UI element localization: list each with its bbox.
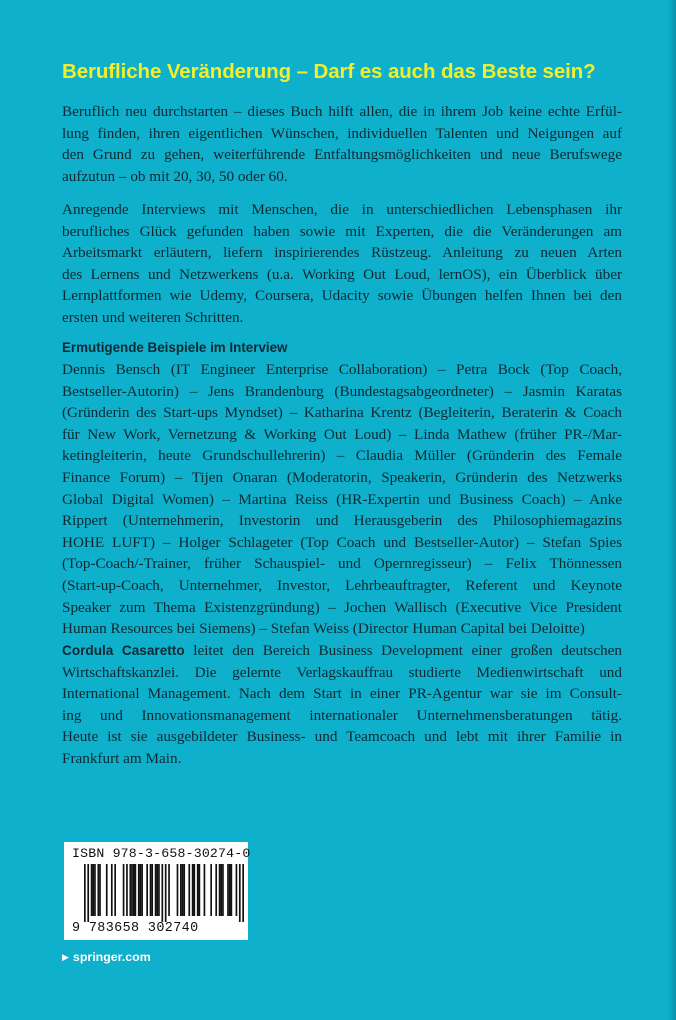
barcode-bar (129, 864, 131, 916)
barcode-bar (156, 864, 158, 916)
interview-line: Bestseller-Autorin) – Jens Brandenburg (Bundestagsabgeordneter) – Jasmin Karatas (62, 382, 622, 400)
barcode-bars (84, 864, 244, 922)
barcode-bar (182, 864, 184, 916)
barcode-bar (236, 864, 238, 916)
isbn-barcode (64, 842, 251, 940)
author-bio-line: Wirtschaftskanzlei. Die gelernte Verlagskauffrau studierte Medienwirtschaft und (62, 663, 622, 681)
barcode-bar (146, 864, 148, 916)
intro-line: Beruflich neu durchstarten – dieses Buch hilft allen, die in ihrem Job keine echte Erfül- (62, 103, 622, 120)
author-bio-line (62, 640, 622, 662)
barcode-bar (177, 864, 179, 916)
arrow-right-icon: ▶ (62, 951, 69, 962)
author-bio-line: Heute ist sie ausgebildeter Business- und Teamcoach und lebt mit ihrer Familie in (62, 728, 622, 746)
interview-line: für New Work, Vernetzung & Working Out Loud) – Linda Mathew (früher PR-/Mar- (62, 425, 622, 443)
interview-line: (Gründerin des Start-ups Myndset) – Katharina Krentz (Begleiterin, Beraterin & Coach (62, 404, 622, 422)
barcode-bar (227, 864, 229, 916)
interview-line: Speaker zum Thema Existenzgründung) – Jochen Wallisch (Executive Vice President (62, 598, 622, 616)
barcode-bar (215, 864, 217, 916)
barcode-bar (87, 864, 89, 922)
author-bio-line: International Management. Nach dem Start in einer PR-Agentur war sie im Consult- (62, 685, 622, 703)
barcode-bar (197, 864, 199, 916)
barcode-bar (219, 864, 221, 916)
barcode-bar (180, 864, 182, 916)
interview-heading: Ermutigende Beispiele im Interview (62, 340, 288, 355)
intro-line: aufzutun – ob mit 20, 30, 50 oder 60. (62, 167, 288, 185)
barcode-bar (220, 864, 222, 916)
barcode-bar (210, 864, 212, 916)
interview-line: Rippert (Unternehmerin, Investorin und Herausgeberin des Philosophiemagazins (62, 512, 622, 530)
barcode-bar (151, 864, 153, 916)
barcode-bar (204, 864, 206, 916)
barcode-bar (135, 864, 137, 916)
barcode-bar (123, 864, 125, 916)
heading: Berufliche Veränderung – Darf es auch das Beste sein? (62, 60, 596, 83)
barcode-bar (188, 864, 190, 916)
barcode-bar (168, 864, 170, 916)
spine-edge (668, 0, 676, 1020)
barcode-bar (133, 864, 135, 916)
barcode-bar (229, 864, 231, 916)
interview-line: (Top-Coach/-Trainer, früher Schauspiel- und Opernregisseur) – Felix Thönnessen (62, 555, 622, 573)
description-line: berufliches Glück gefunden haben sowie mit Experten, die die Veränderungen am (62, 222, 622, 240)
barcode-bar (131, 864, 133, 916)
interview-line: Finance Forum) – Tijen Onaran (Moderatorin, Speakerin, Gründerin des Netzwerks (62, 468, 622, 486)
interview-list (62, 359, 622, 640)
description-line: Lernplattformen wie Udemy, Coursera, Udacity sowie Übungen helfen Ihnen bei den (62, 287, 622, 305)
barcode-bar (155, 864, 157, 916)
description-line: Arbeitsmarkt erläutern, liefern inspirierendes Rüstzeug. Anleitung zu neuen Arten (62, 244, 622, 262)
barcode-bar (161, 864, 163, 922)
barcode-bar (158, 864, 160, 916)
publisher-url: springer.com (72, 950, 151, 964)
intro-line: lung finden, ihren eigentlichen Wünschen, individuellen Talenten und Neigungen auf (62, 124, 622, 142)
barcode-bar (99, 864, 101, 916)
barcode-bar (193, 864, 195, 916)
barcode-bar (138, 864, 140, 916)
interview-line: HOHE LUFT) – Holger Schlageter (Top Coach und Bestseller-Autor) – Stefan Spies (62, 533, 622, 551)
barcode-bar (92, 864, 94, 916)
barcode-bar (94, 864, 96, 916)
barcode-bar (126, 864, 128, 916)
description-paragraph (62, 199, 622, 329)
barcode-bar (150, 864, 152, 916)
barcode-bar (199, 864, 201, 916)
author-bio (62, 640, 622, 770)
description-line: des Lernens und Netzwerkens (u.a. Working Out Loud, lernOS), ein Überblick über (62, 265, 622, 283)
interview-line: ketingleiterin, heute Grundschullehrerin) – Claudia Müller (Gründerin des Female (62, 447, 622, 465)
barcode-bar (111, 864, 113, 916)
barcode-bar (97, 864, 99, 916)
barcode-bar (239, 864, 241, 922)
isbn-number: ISBN 978-3-658-30274-0 (72, 846, 251, 861)
barcode-bar (192, 864, 194, 916)
barcode-bar (231, 864, 233, 916)
intro-paragraph (62, 101, 622, 187)
author-name: Cordula Casaretto (62, 643, 185, 658)
intro-line: den Grund zu gehen, weiterführende Entfaltungsmöglichkeiten und neue Berufswege (62, 146, 622, 164)
interview-line: Human Resources bei Siemens) – Stefan Weiss (Director Human Capital bei Deloitte) (62, 620, 585, 638)
barcode-bar (183, 864, 185, 916)
ean-digits: 9 783658 302740 (72, 921, 199, 936)
barcode-bar (141, 864, 143, 916)
barcode-bar (114, 864, 116, 916)
barcode-bar (106, 864, 108, 916)
interview-line: Dennis Bensch (IT Engineer Enterprise Collaboration) – Petra Bock (Top Coach, (62, 361, 622, 378)
description-line: ersten und weiteren Schritten. (62, 308, 244, 326)
barcode-bar (140, 864, 142, 916)
barcode-bar (165, 864, 167, 922)
barcode-bar (222, 864, 224, 916)
barcode-bar (91, 864, 93, 916)
publisher-link[interactable] (62, 950, 151, 964)
barcode-bar (84, 864, 86, 922)
interview-line: Global Digital Women) – Martina Reiss (HR-Expertin und Business Coach) – Anke (62, 490, 622, 508)
interview-line: (Start-up-Coach, Unternehmer, Investor, Lehrbeauftragter, Referent und Keynote (62, 576, 622, 594)
description-line: Anregende Interviews mit Menschen, die in unterschiedlichen Lebensphasen ihr (62, 201, 622, 218)
author-bio-line: Frankfurt am Main. (62, 749, 182, 767)
author-bio-text: leitet den Bereich Business Development einer großen deutschen (184, 642, 622, 659)
barcode-bar (242, 864, 244, 922)
author-bio-line: ing und Innovationsmanagement internationaler Unternehmensberatungen tätig. (62, 706, 622, 724)
